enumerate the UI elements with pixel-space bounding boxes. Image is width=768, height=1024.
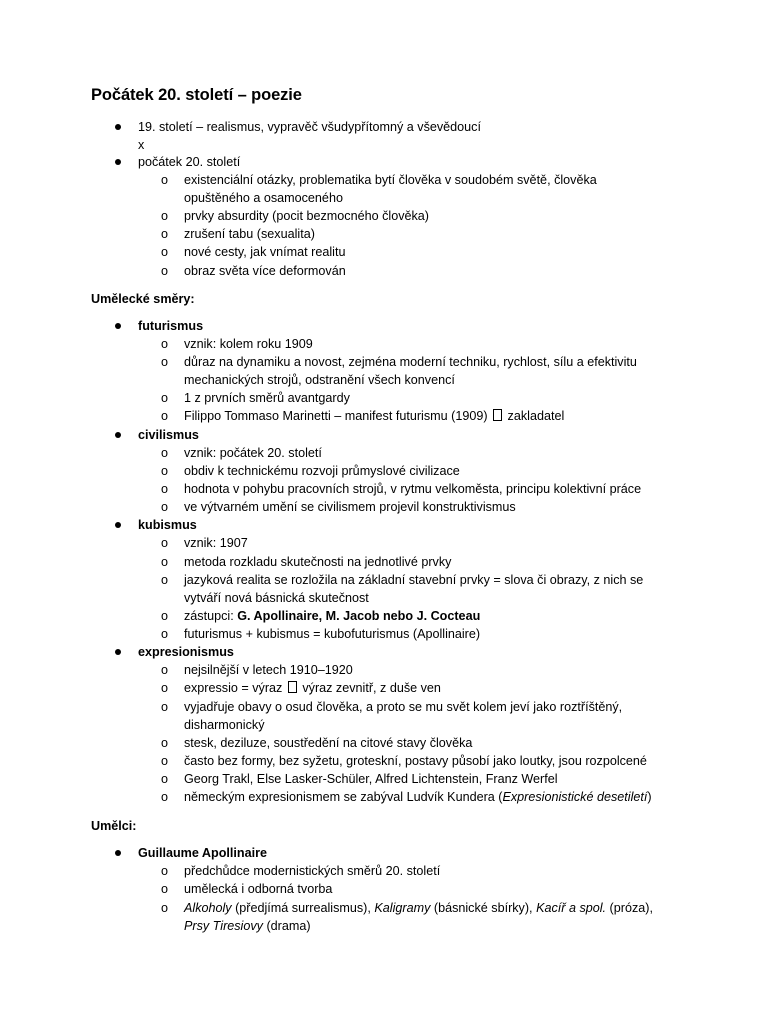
sub-bullet: o (161, 536, 169, 550)
sub-bullet: o (161, 573, 169, 587)
sub-item: metoda rozkladu skutečnosti na jednotlivé prvky (184, 555, 452, 569)
sub-bullet: o (161, 355, 169, 369)
sub-item-continuation: opuštěného a osamoceného (184, 191, 343, 205)
sub-item-text: německým expresionismem se zabýval Ludvík Kundera ( (184, 790, 503, 804)
sub-item-continuation: vytváří nová básnická skutečnost (184, 591, 369, 605)
sub-item: obraz světa více deformován (184, 264, 346, 278)
sub-bullet: o (161, 464, 169, 478)
page-title: Počátek 20. století – poezie (91, 86, 302, 104)
sub-bullet: o (161, 627, 169, 641)
work-title: Kaligramy (374, 901, 431, 915)
movement-name: expresionismus (138, 645, 234, 659)
sub-item: jazyková realita se rozložila na základní stavební prvky = slova či obrazy, z nich se (184, 573, 644, 587)
sub-item: vyjadřuje obavy o osud člověka, a proto se mu svět kolem jeví jako roztříštěný, (184, 700, 623, 714)
sub-bullet: o (161, 391, 169, 405)
sub-item: Georg Trakl, Else Lasker-Schüler, Alfred Lichtenstein, Franz Werfel (184, 772, 558, 786)
missing-glyph-icon (288, 681, 297, 693)
missing-glyph-icon (493, 409, 502, 421)
bullet (115, 649, 121, 655)
sub-item-continuation: disharmonický (184, 718, 265, 732)
sub-bullet: o (161, 681, 169, 695)
sub-item: futurismus + kubismus = kubofuturismus (Apollinaire) (184, 627, 481, 641)
work-title: Prsy Tiresiovy (184, 919, 263, 933)
sub-item: ve výtvarném umění se civilismem projevil konstruktivismus (184, 500, 516, 514)
sub-bullet: o (161, 790, 169, 804)
sub-bullet: o (161, 864, 169, 878)
sub-item-text: zakladatel (507, 409, 565, 423)
sub-bullet: o (161, 245, 169, 259)
sub-bullet: o (161, 700, 169, 714)
sub-bullet: o (161, 173, 169, 187)
bullet (115, 159, 121, 165)
artist-name: Guillaume Apollinaire (138, 846, 267, 860)
sub-item-text: expressio = výraz (184, 681, 283, 695)
sub-bullet: o (161, 264, 169, 278)
sub-item-text: (básnické sbírky), (430, 901, 537, 915)
list-item: 19. století – realismus, vypravěč všudypřítomný a vševědoucí (138, 120, 481, 134)
movement-name: civilismus (138, 428, 199, 442)
sub-bullet: o (161, 736, 169, 750)
representatives: G. Apollinaire, M. Jacob nebo J. Cocteau (237, 609, 481, 623)
work-title: Kacíř a spol. (536, 901, 607, 915)
section-heading-movements: Umělecké směry: (91, 292, 195, 306)
list-item-continuation: x (138, 138, 145, 152)
sub-item: vznik: kolem roku 1909 (184, 337, 313, 351)
sub-item: zrušení tabu (sexualita) (184, 227, 315, 241)
list-item: počátek 20. století (138, 155, 241, 169)
movement-name: futurismus (138, 319, 204, 333)
sub-bullet: o (161, 901, 169, 915)
sub-bullet: o (161, 754, 169, 768)
bullet (115, 124, 121, 130)
sub-bullet: o (161, 500, 169, 514)
sub-item-text: (próza), (606, 901, 653, 915)
sub-item (184, 788, 652, 806)
sub-item (184, 899, 653, 917)
sub-bullet: o (161, 772, 169, 786)
sub-bullet: o (161, 337, 169, 351)
sub-item (184, 407, 564, 425)
sub-item: prvky absurdity (pocit bezmocného člověka) (184, 209, 429, 223)
sub-item: často bez formy, bez syžetu, groteskní, postavy působí jako loutky, jsou rozpolcené (184, 754, 647, 768)
sub-bullet: o (161, 482, 169, 496)
sub-bullet: o (161, 555, 169, 569)
sub-item-continuation (184, 917, 311, 935)
book-title: Expresionistické desetiletí (502, 790, 648, 804)
sub-item-text: zástupci: (184, 609, 238, 623)
sub-bullet: o (161, 409, 169, 423)
sub-item: hodnota v pohybu pracovních strojů, v rytmu velkoměsta, principu kolektivní práce (184, 482, 642, 496)
sub-item-text: výraz zevnitř, z duše ven (302, 681, 441, 695)
sub-item: vznik: 1907 (184, 536, 248, 550)
sub-item-text: Filippo Tommaso Marinetti – manifest futurismu (1909) (184, 409, 488, 423)
section-heading-artists: Umělci: (91, 819, 137, 833)
bullet (115, 522, 121, 528)
sub-item (184, 679, 441, 697)
sub-item: nejsilnější v letech 1910–1920 (184, 663, 353, 677)
sub-item: existenciální otázky, problematika bytí člověka v soudobém světě, člověka (184, 173, 597, 187)
sub-item: nové cesty, jak vnímat realitu (184, 245, 346, 259)
sub-item: vznik: počátek 20. století (184, 446, 322, 460)
sub-item: předchůdce modernistických směrů 20. století (184, 864, 441, 878)
sub-item: důraz na dynamiku a novost, zejména moderní techniku, rychlost, sílu a efektivitu (184, 355, 637, 369)
sub-bullet: o (161, 882, 169, 896)
sub-item: umělecká i odborná tvorba (184, 882, 333, 896)
sub-item-continuation: mechanických strojů, odstranění všech konvencí (184, 373, 455, 387)
sub-item (184, 607, 480, 625)
work-title: Alkoholy (184, 901, 232, 915)
sub-item: stesk, deziluze, soustředění na citové stavy člověka (184, 736, 473, 750)
sub-bullet: o (161, 663, 169, 677)
bullet (115, 323, 121, 329)
movement-name: kubismus (138, 518, 197, 532)
sub-bullet: o (161, 209, 169, 223)
sub-bullet: o (161, 227, 169, 241)
sub-item-text: (předjímá surrealismus), (231, 901, 375, 915)
sub-bullet: o (161, 609, 169, 623)
sub-item: 1 z prvních směrů avantgardy (184, 391, 350, 405)
bullet (115, 432, 121, 438)
sub-item-text: ) (647, 790, 652, 804)
sub-item-text: (drama) (262, 919, 311, 933)
sub-bullet: o (161, 446, 169, 460)
sub-item: obdiv k technickému rozvoji průmyslové civilizace (184, 464, 460, 478)
bullet (115, 850, 121, 856)
